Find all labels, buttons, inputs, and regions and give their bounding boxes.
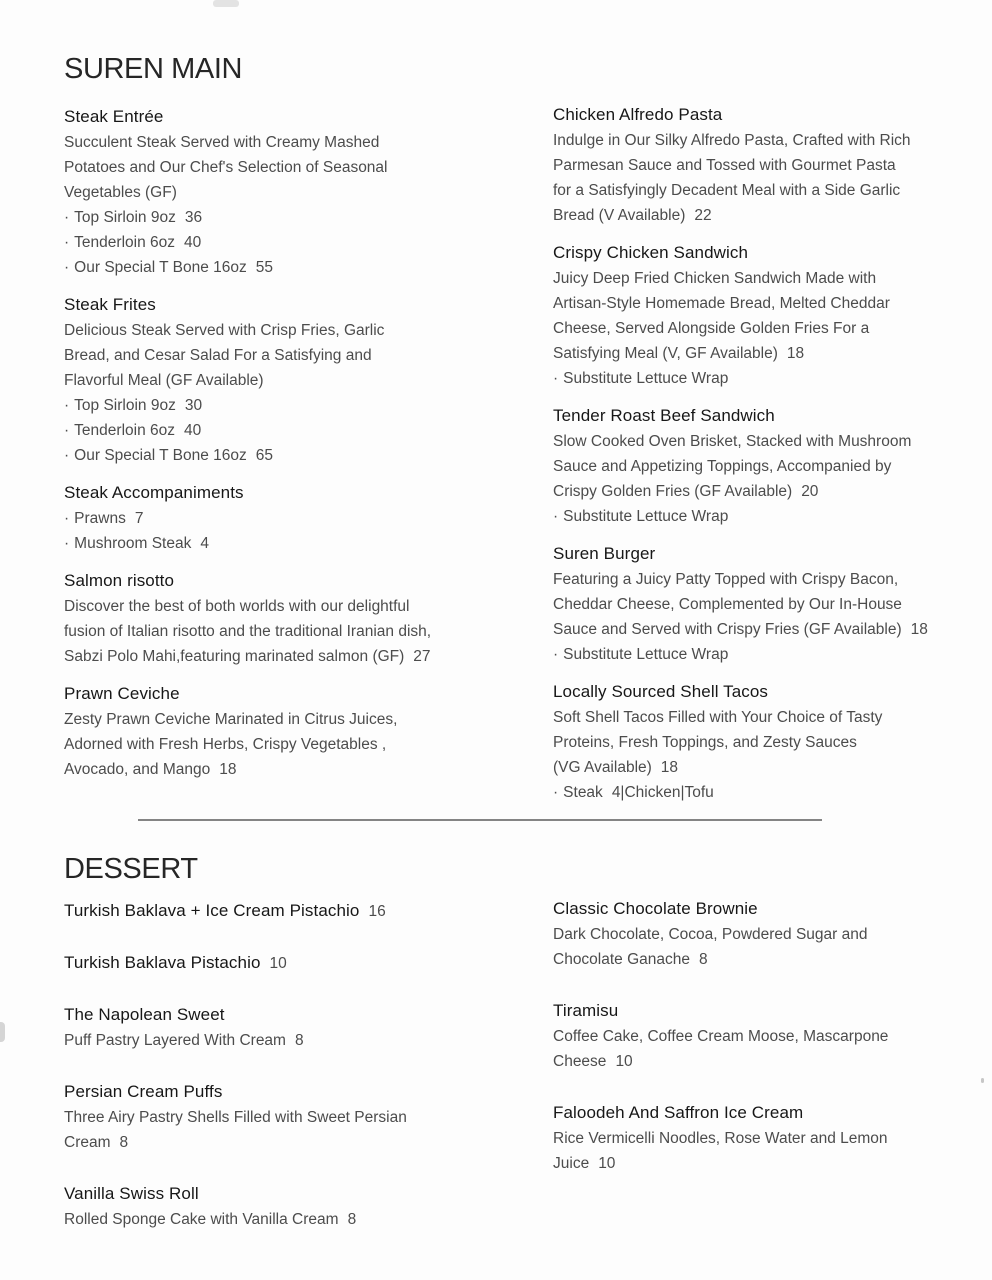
menu-item	[64, 950, 534, 976]
item-description-line: Sabzi Polo Mahi,featuring marinated salmon (GF) 27	[64, 648, 431, 665]
item-price: 8	[294, 1032, 304, 1049]
bullet-dot-icon: ·	[553, 784, 559, 801]
item-description-line: Avocado, and Mango 18	[64, 761, 237, 778]
item-option: · Substitute Lettuce Wrap	[553, 508, 729, 525]
item-description-line: Slow Cooked Oven Brisket, Stacked with Mushroom	[553, 433, 912, 450]
item-description-line: Cheddar Cheese, Complemented by Our In-House	[553, 596, 902, 613]
bullet-dot-icon: ·	[553, 370, 559, 387]
item-description-line: Proteins, Fresh Toppings, and Zesty Sauces	[553, 734, 857, 751]
item-description-line: Cheese, Served Alongside Golden Fries For a	[553, 320, 870, 337]
item-description-line: Artisan-Style Homemade Bread, Melted Cheddar	[553, 295, 890, 312]
item-name-row	[64, 292, 534, 318]
item-price: 7	[134, 510, 144, 527]
bullet-dot-icon: ·	[64, 510, 70, 527]
item-name: Prawn Ceviche	[64, 684, 180, 703]
item-description-line: Cream 8	[64, 1134, 129, 1151]
bullet-dot-icon: ·	[64, 535, 70, 552]
item-price: 8	[119, 1134, 129, 1151]
item-name: Tender Roast Beef Sandwich	[553, 406, 775, 425]
item-name: Salmon risotto	[64, 571, 175, 590]
scan-artifact	[213, 0, 239, 7]
item-description-line: Zesty Prawn Ceviche Marinated in Citrus Juices,	[64, 711, 398, 728]
bullet-dot-icon: ·	[64, 447, 70, 464]
item-name: Classic Chocolate Brownie	[553, 899, 758, 918]
item-name-row	[64, 898, 534, 924]
main-right-column	[553, 102, 983, 817]
menu-item	[64, 568, 534, 669]
item-description-line: Delicious Steak Served with Crisp Fries, Garlic	[64, 322, 385, 339]
item-name-row	[553, 403, 983, 429]
menu-item	[553, 541, 983, 667]
menu-item	[64, 480, 534, 556]
item-name-row	[64, 480, 534, 506]
item-description-line: Succulent Steak Served with Creamy Mashed	[64, 134, 380, 151]
item-price: 55	[255, 259, 274, 276]
item-option: · Our Special T Bone 16oz 65	[64, 447, 274, 464]
item-name: Suren Burger	[553, 544, 656, 563]
item-name: Chicken Alfredo Pasta	[553, 105, 723, 124]
item-name: Faloodeh And Saffron Ice Cream	[553, 1103, 804, 1122]
item-name-row	[553, 240, 983, 266]
item-description-line: fusion of Italian risotto and the traditional Iranian dish,	[64, 623, 432, 640]
item-name-row	[553, 679, 983, 705]
item-name-row	[64, 1181, 534, 1207]
item-price: 4|Chicken|Tofu	[611, 784, 714, 801]
menu-item	[553, 102, 983, 228]
item-price: 20	[801, 483, 819, 500]
dessert-left-column	[64, 898, 534, 1258]
item-name: Steak Frites	[64, 295, 156, 314]
item-name: Vanilla Swiss Roll	[64, 1184, 199, 1203]
item-description-line: Flavorful Meal (GF Available)	[64, 372, 264, 389]
item-price: 22	[694, 207, 712, 224]
item-name-row	[64, 104, 534, 130]
item-name-row	[553, 541, 983, 567]
item-description-line: (VG Available) 18	[553, 759, 679, 776]
item-name-row	[553, 896, 983, 922]
item-name: The Napolean Sweet	[64, 1005, 225, 1024]
item-option: · Top Sirloin 9oz 36	[64, 209, 203, 226]
item-price: 8	[699, 951, 708, 968]
item-name: Turkish Baklava + Ice Cream Pistachio	[64, 901, 360, 920]
item-description-line: Juice 10	[553, 1155, 616, 1172]
item-option: · Mushroom Steak 4	[64, 535, 209, 552]
menu-item	[64, 292, 534, 468]
item-option: · Substitute Lettuce Wrap	[553, 646, 729, 663]
item-price: 18	[910, 621, 928, 638]
item-price: 18	[219, 761, 237, 778]
item-description-line: Sauce and Served with Crispy Fries (GF Available) 18	[553, 621, 928, 638]
item-description-line: Featuring a Juicy Patty Topped with Crispy Bacon,	[553, 571, 899, 588]
menu-item	[553, 1100, 983, 1176]
item-description-line: Parmesan Sauce and Tossed with Gourmet Pasta	[553, 157, 896, 174]
item-price: 18	[786, 345, 805, 362]
item-description-line: Chocolate Ganache 8	[553, 951, 708, 968]
item-description-line: Dark Chocolate, Cocoa, Powdered Sugar and	[553, 926, 868, 943]
item-price: 10	[598, 1155, 616, 1172]
item-option: · Steak 4|Chicken|Tofu	[553, 784, 714, 801]
bullet-dot-icon: ·	[553, 646, 559, 663]
item-description-line: Vegetables (GF)	[64, 184, 177, 201]
menu-item	[553, 679, 983, 805]
item-name: Crispy Chicken Sandwich	[553, 243, 749, 262]
menu-item	[64, 681, 534, 782]
menu-item	[553, 998, 983, 1074]
item-option: · Tenderloin 6oz 40	[64, 234, 202, 251]
item-price: 10	[615, 1053, 633, 1070]
main-left-column	[64, 104, 534, 794]
item-price: 4	[200, 535, 209, 552]
menu-item	[553, 240, 983, 391]
item-description-line: Bread (V Available) 22	[553, 207, 712, 224]
item-price: 36	[184, 209, 203, 226]
item-price: 65	[255, 447, 274, 464]
item-option: · Top Sirloin 9oz 30	[64, 397, 203, 414]
item-description-line: Three Airy Pastry Shells Filled with Sweet Persian	[64, 1109, 407, 1126]
item-name: Tiramisu	[553, 1001, 619, 1020]
item-description-line: Cheese 10	[553, 1053, 633, 1070]
item-name-row	[553, 1100, 983, 1126]
item-description-line: Discover the best of both worlds with our delightful	[64, 598, 410, 615]
item-name-row	[64, 950, 534, 976]
menu-item	[64, 1002, 534, 1053]
item-name: Persian Cream Puffs	[64, 1082, 223, 1101]
bullet-dot-icon: ·	[64, 209, 70, 226]
menu-item	[64, 1181, 534, 1232]
item-description-line: Rolled Sponge Cake with Vanilla Cream 8	[64, 1211, 357, 1228]
item-description-line: Rice Vermicelli Noodles, Rose Water and Lemon	[553, 1130, 888, 1147]
item-description-line: Juicy Deep Fried Chicken Sandwich Made with	[553, 270, 877, 287]
scan-artifact	[0, 1022, 5, 1042]
item-price: 16	[368, 903, 386, 920]
item-option: · Our Special T Bone 16oz 55	[64, 259, 274, 276]
item-description-line: Crispy Golden Fries (GF Available) 20	[553, 483, 819, 500]
item-name-row	[553, 102, 983, 128]
menu-item	[553, 403, 983, 529]
bullet-dot-icon: ·	[64, 397, 70, 414]
menu-item	[64, 104, 534, 280]
item-price: 27	[413, 648, 431, 665]
item-description-line: Coffee Cake, Coffee Cream Moose, Mascarpone	[553, 1028, 889, 1045]
item-name-row	[64, 1079, 534, 1105]
item-name-row	[64, 568, 534, 594]
dessert-right-column	[553, 896, 983, 1202]
menu-item	[64, 1079, 534, 1155]
bullet-dot-icon: ·	[64, 422, 70, 439]
item-name: Steak Entrée	[64, 107, 164, 126]
item-name-row	[64, 681, 534, 707]
item-description-line: Satisfying Meal (V, GF Available) 18	[553, 345, 805, 362]
item-description-line: Bread, and Cesar Salad For a Satisfying and	[64, 347, 372, 364]
item-description-line: Indulge in Our Silky Alfredo Pasta, Crafted with Rich	[553, 132, 911, 149]
item-name: Locally Sourced Shell Tacos	[553, 682, 769, 701]
menu-item	[64, 898, 534, 924]
section-title-main: SUREN MAIN	[64, 53, 243, 85]
item-description-line: Puff Pastry Layered With Cream 8	[64, 1032, 304, 1049]
item-option: · Tenderloin 6oz 40	[64, 422, 202, 439]
item-option: · Substitute Lettuce Wrap	[553, 370, 729, 387]
item-description-line: Sauce and Appetizing Toppings, Accompanied by	[553, 458, 892, 475]
item-name-row	[553, 998, 983, 1024]
item-name: Steak Accompaniments	[64, 483, 244, 502]
menu-item	[553, 896, 983, 972]
item-name: Turkish Baklava Pistachio	[64, 953, 261, 972]
item-price: 40	[184, 422, 202, 439]
section-divider	[138, 819, 822, 821]
item-price: 18	[660, 759, 679, 776]
bullet-dot-icon: ·	[64, 234, 70, 251]
section-title-dessert: DESSERT	[64, 853, 198, 885]
item-description-line: for a Satisfyingly Decadent Meal with a Side Garlic	[553, 182, 901, 199]
item-price: 10	[269, 955, 287, 972]
item-option: · Prawns 7	[64, 510, 144, 527]
item-price: 40	[184, 234, 202, 251]
item-description-line: Potatoes and Our Chef's Selection of Seasonal	[64, 159, 388, 176]
item-price: 30	[184, 397, 203, 414]
item-price: 8	[347, 1211, 357, 1228]
item-description-line: Soft Shell Tacos Filled with Your Choice of Tasty	[553, 709, 883, 726]
bullet-dot-icon: ·	[553, 508, 559, 525]
item-description-line: Adorned with Fresh Herbs, Crispy Vegetables ,	[64, 736, 387, 753]
item-name-row	[64, 1002, 534, 1028]
bullet-dot-icon: ·	[64, 259, 70, 276]
